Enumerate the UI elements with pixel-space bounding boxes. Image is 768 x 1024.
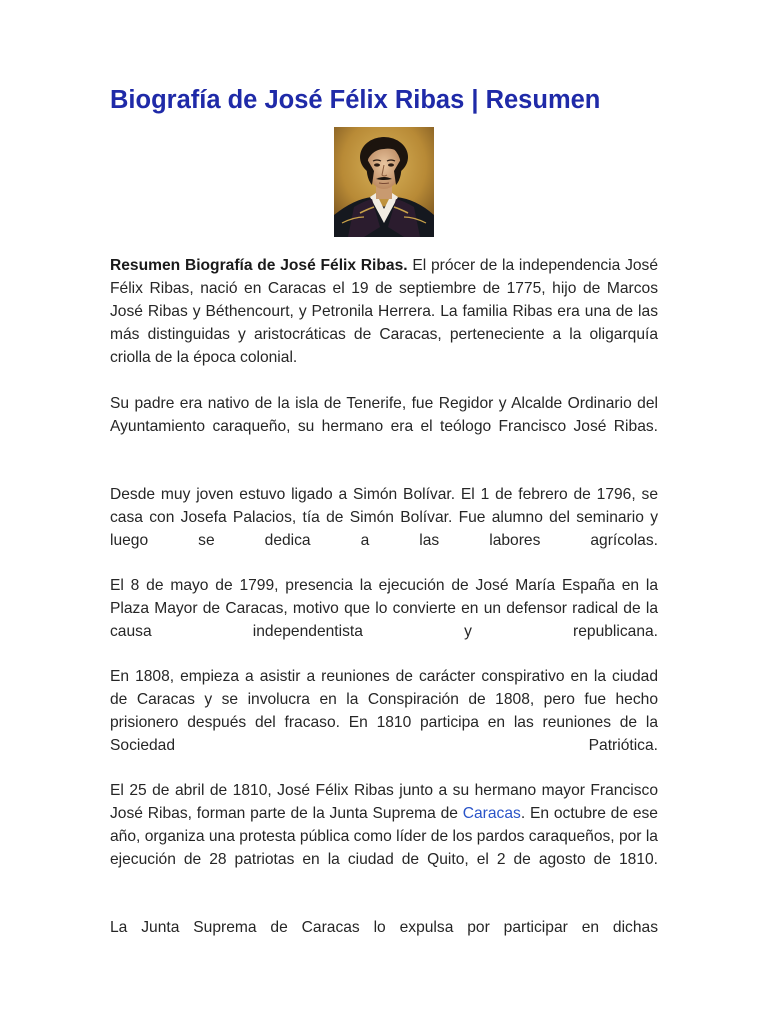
paragraph-3: Desde muy joven estuvo ligado a Simón Bolívar. El 1 de febrero de 1796, se casa con Josefa Palacios, tía de Simón Bolívar. Fue alumno del seminario y luego se dedica a las labores agrícolas. [110, 485, 658, 549]
paragraph-6-part-a: El 25 de abril de 1810, José Félix Ribas junto a su hermano mayor Francisco José Ribas, forman parte de la Junta Suprema de [110, 781, 658, 822]
paragraph-6-part-b: . En octubre de ese año, organiza una protesta pública como líder de los pardos caraqueños, por la ejecución de 28 patriotas en la ciudad de Quito, el 2 de agosto de 1810. [110, 804, 658, 868]
portrait-image [334, 127, 434, 237]
paragraph-6 [110, 779, 658, 871]
paragraph-1-lead: Resumen Biografía de José Félix Ribas. [110, 256, 408, 274]
caracas-link[interactable]: Caracas [462, 804, 521, 822]
paragraph-1 [110, 254, 658, 369]
paragraph-4: El 8 de mayo de 1799, presencia la ejecución de José María España en la Plaza Mayor de Caracas, motivo que lo convierte en un defensor radical de la causa independentista y republicana. [110, 576, 658, 640]
page-title: Biografía de José Félix Ribas | Resumen [110, 86, 601, 114]
paragraph-7: La Junta Suprema de Caracas lo expulsa por participar en dichas [110, 918, 658, 936]
paragraph-1-body: El prócer de la independencia José Félix Ribas, nació en Caracas el 19 de septiembre de 1775, hijo de Marcos José Ribas y Béthencourt, y Petronila Herrera. La familia Ribas era una de las más distinguidas y aristocráticas de Caracas, perteneciente a la oligarquía criolla de la época colonial. [110, 256, 659, 366]
paragraph-5: En 1808, empieza a asistir a reuniones de carácter conspirativo en la ciudad de Caracas y se involucra en la Conspiración de 1808, pero fue hecho prisionero después del fracaso. En 1810 participa en las reuniones de la Sociedad Patriótica. [110, 667, 658, 754]
paragraph-2: Su padre era nativo de la isla de Tenerife, fue Regidor y Alcalde Ordinario del Ayuntamiento caraqueño, su hermano era el teólogo Francisco José Ribas. [110, 394, 658, 435]
